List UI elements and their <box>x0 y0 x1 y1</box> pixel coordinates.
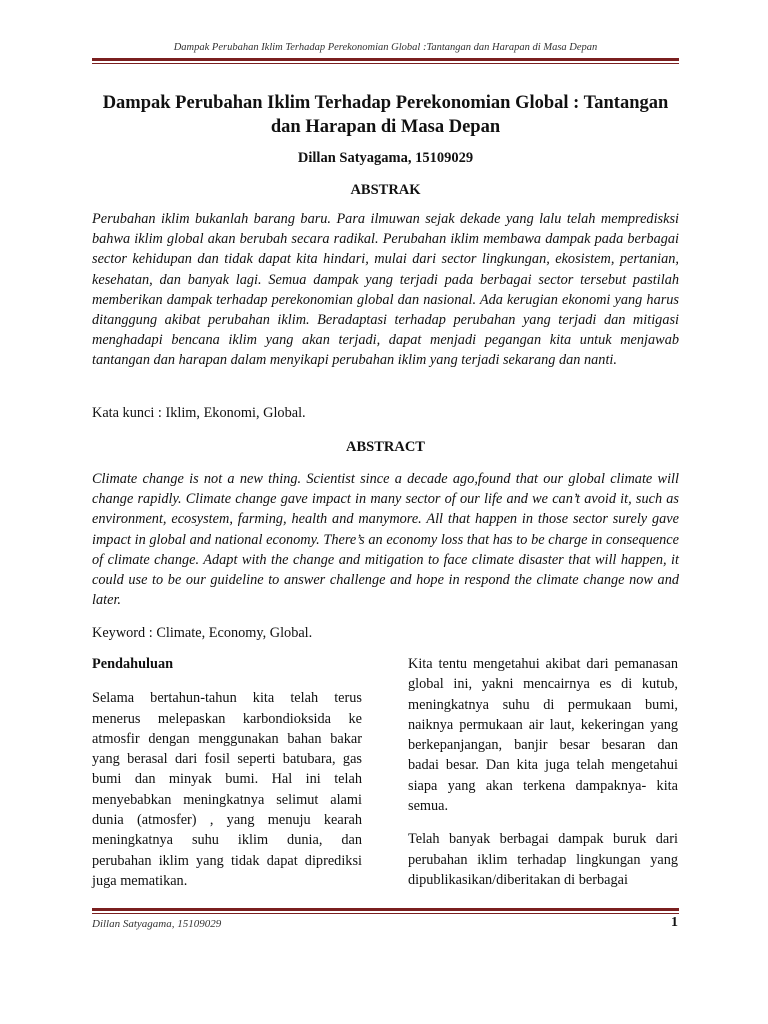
author-line: Dillan Satyagama, 15109029 <box>297 150 474 166</box>
abstrak-keywords: Kata kunci : Iklim, Ekonomi, Global. <box>92 405 306 421</box>
abstract-heading: ABSTRACT <box>346 439 425 455</box>
footer-author: Dillan Satyagama, 15109029 <box>92 918 222 930</box>
abstract-text: Climate change is not a new thing. Scientist since a decade ago,found that our global climate will change rapidly. Climate change gave impact in many sector of our life and we can’t avoid it, such as environment, ecosystem, farming, health and manymore. All that happen in those sector surely gave impact in global and national economy. There’s an economy loss that has to be charge in consequence of climate change. Adapt with the change and mitigation to face climate disaster that will happen, it could use to be our guideline to answer challenge and hope in respond the climate change now and later. <box>92 471 679 609</box>
body-paragraph: Selama bertahun-tahun kita telah terus menerus melepaskan karbondioksida ke atmosfir dengan menggunakan bahan bakar yang berasal dari fosil seperti batubara, gas bumi dan minyak bumi. Hal ini telah menyebabkan meningkatnya selimut alami dunia (atmosfer) , yang menuju kearah meningkatnya suhu iklim dunia, dan perubahan iklim yang tidak dapat diprediksi juga mematikan. <box>92 690 362 889</box>
paper-title: Dampak Perubahan Iklim Terhadap Perekonomian Global : Tantangan dan Harapan di Masa Depan <box>102 93 669 137</box>
abstract-keywords: Keyword : Climate, Economy, Global. <box>92 625 313 641</box>
abstrak-text: Perubahan iklim bukanlah barang baru. Para ilmuwan sejak dekade yang lalu telah mempredisksi bahwa iklim global akan berubah secara radikal. Perubahan iklim membawa dampak pada berbagai sector kehidupan dan tidak dapat kita hindari, mulai dari sector lingkungan, ekosistem, pertanian, kesehatan, dan banyak lagi. Semua dampak yang terjadi pada berbagai sector tersebut pastilah memberikan dampak terhadap perekonomian global dan nasional. Ada kerugian ekonomi yang harus ditanggung akibat perubahan iklim. Beradaptasi terhadap perubahan yang terjadi dan mitigasi menghadapi bencana iklim yang akan terjadi, dapat menjadi pegangan kita untuk menjawab tantangan dan harapan dalam menyikapi perubahan iklim yang terjadi sekarang dan nanti. <box>92 211 679 369</box>
abstrak-heading: ABSTRAK <box>350 182 421 198</box>
section-heading-pendahuluan: Pendahuluan <box>92 656 174 672</box>
page-number: 1 <box>671 915 678 930</box>
header-rule <box>92 58 679 64</box>
footer-rule <box>92 908 679 914</box>
left-column <box>92 654 362 904</box>
right-column <box>408 654 678 903</box>
body-paragraph: Kita tentu mengetahui akibat dari pemanasan global ini, yakni mencairnya es di kutub, meningkatnya suhu di permukaan bumi, naiknya permukaan air laut, kekeringan yang berkepanjangan, banjir besar besaran dan badai besar. Dan kita juga telah mengetahui siapa yang akan terkena dampaknya- kita semua. <box>408 656 678 815</box>
body-paragraph: Telah banyak berbagai dampak buruk dari perubahan iklim terhadap lingkungan yang dipublikasikan/diberitakan di berbagai <box>408 831 678 888</box>
running-header: Dampak Perubahan Iklim Terhadap Perekonomian Global :Tantangan dan Harapan di Masa Depan <box>173 42 598 53</box>
